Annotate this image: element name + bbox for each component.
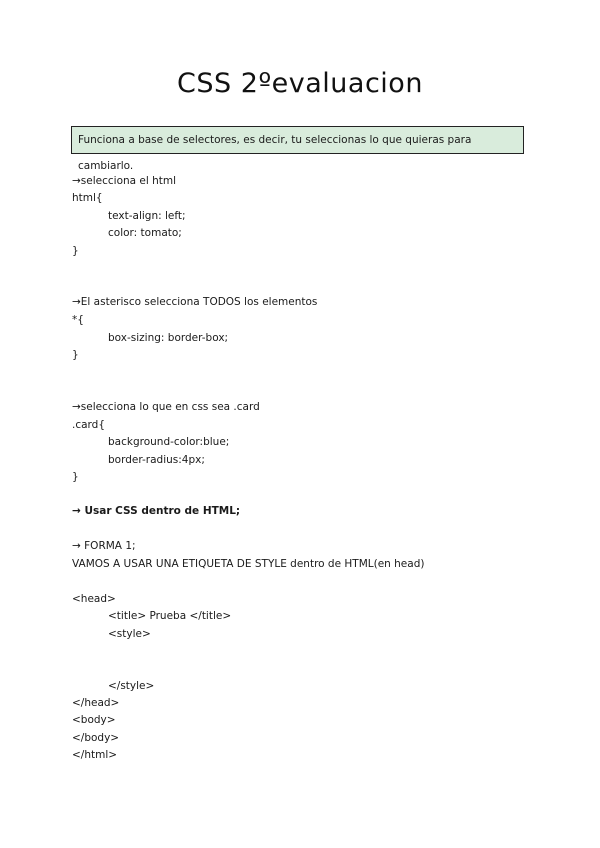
- code-line: <style>: [108, 628, 151, 640]
- html-rule-open: html{: [72, 192, 103, 204]
- forma1-description: VAMOS A USAR UNA ETIQUETA DE STYLE dentro de HTML(en head): [72, 558, 425, 570]
- usar-css-heading: → Usar CSS dentro de HTML;: [72, 505, 241, 517]
- card-rule-open: .card{: [72, 419, 106, 431]
- code-line: </head>: [72, 697, 120, 709]
- card-rule-close: }: [72, 471, 79, 483]
- code-line: </style>: [108, 680, 155, 692]
- card-selector-comment: →selecciona lo que en css sea .card: [72, 401, 260, 413]
- html-rule-close: }: [72, 245, 79, 257]
- code-line: <title> Prueba </title>: [108, 610, 232, 622]
- forma1-label: → FORMA 1;: [72, 540, 136, 552]
- code-line: <head>: [72, 593, 116, 605]
- star-rule-open: *{: [72, 314, 84, 326]
- html-rule-prop: text-align: left;: [108, 210, 186, 222]
- code-line: </body>: [72, 732, 120, 744]
- code-line: <body>: [72, 714, 116, 726]
- info-callout: Funciona a base de selectores, es decir, tu seleccionas lo que quieras para cambiarlo.: [71, 126, 524, 154]
- code-line: </html>: [72, 749, 118, 761]
- card-rule-prop: background-color:blue;: [108, 436, 230, 448]
- html-selector-comment: →selecciona el html: [72, 175, 177, 187]
- star-selector-comment: →El asterisco selecciona TODOS los elementos: [72, 296, 318, 308]
- html-rule-prop: color: tomato;: [108, 227, 182, 239]
- star-rule-close: }: [72, 349, 79, 361]
- star-rule-prop: box-sizing: border-box;: [108, 332, 229, 344]
- page-title: CSS 2ºevaluacion: [177, 68, 423, 99]
- card-rule-prop: border-radius:4px;: [108, 454, 205, 466]
